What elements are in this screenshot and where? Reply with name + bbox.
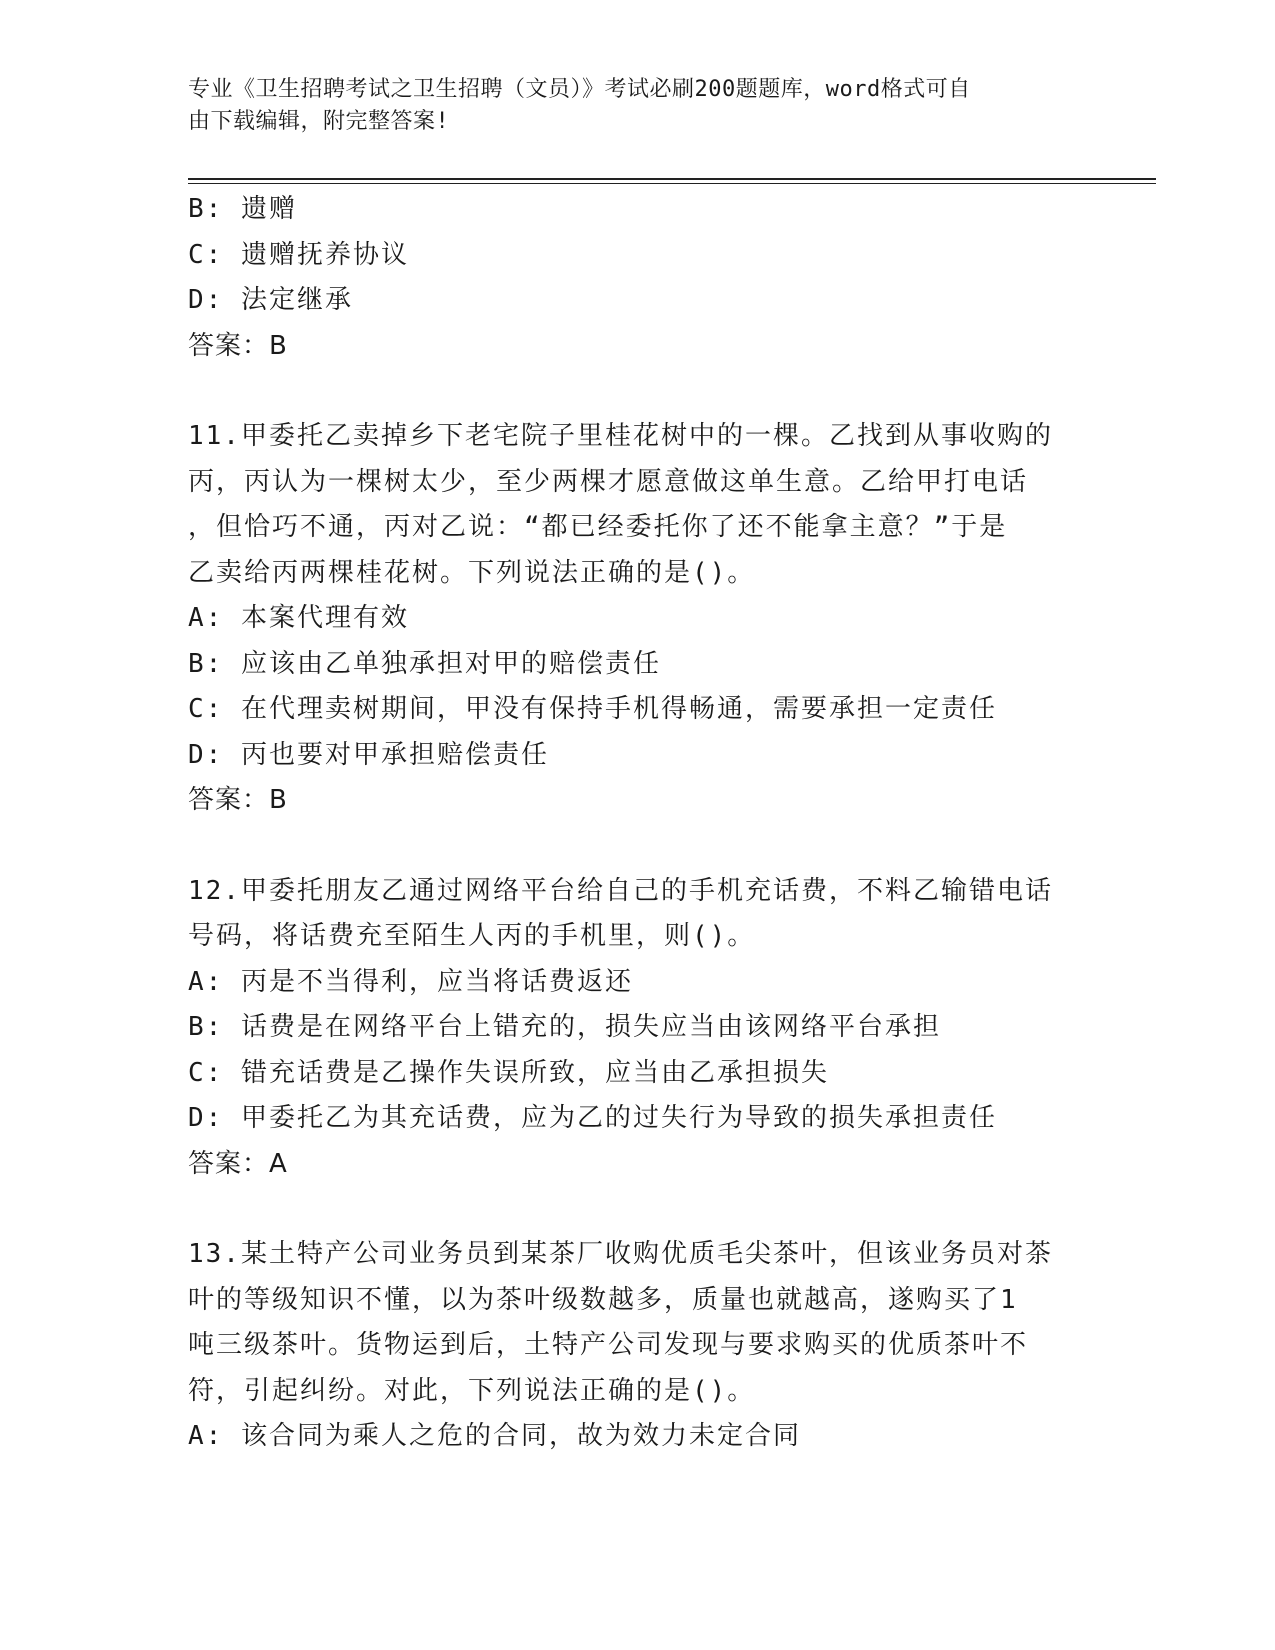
option-d: D: 丙也要对甲承担赔偿责任	[188, 739, 549, 770]
question-stem-line: 符，引起纠纷。对此，下列说法正确的是()。	[188, 1375, 756, 1406]
document-header	[188, 74, 1088, 138]
option-a: A: 本案代理有效	[188, 603, 409, 633]
question-block-11	[188, 414, 1088, 824]
option-c: C: 在代理卖树期间，甲没有保持手机得畅通，需要承担一定责任	[188, 694, 997, 724]
question-stem-line: 吨三级茶叶。货物运到后，土特产公司发现与要求购买的优质茶叶不	[188, 1330, 1029, 1360]
option-d: D: 法定继承	[188, 285, 353, 315]
answer-line: 答案：B	[188, 785, 288, 815]
header-divider-thick	[188, 178, 1156, 180]
header-line-2: 由下载编辑，附完整答案!	[188, 109, 450, 134]
question-spacer	[188, 824, 1088, 869]
option-d: D: 甲委托乙为其充话费，应为乙的过失行为导致的损失承担责任	[188, 1103, 997, 1133]
option-a: A: 丙是不当得利，应当将话费返还	[188, 966, 633, 997]
header-divider-thin	[188, 183, 1156, 184]
option-b: B: 遗赠	[188, 194, 297, 224]
question-spacer	[188, 1187, 1088, 1232]
document-body	[188, 187, 1088, 1460]
question-stem-line: 叶的等级知识不懂，以为茶叶级数越多，质量也就越高，遂购买了1	[188, 1284, 1018, 1315]
option-a: A: 该合同为乘人之危的合同，故为效力未定合同	[188, 1421, 801, 1451]
option-b: B: 应该由乙单独承担对甲的赔偿责任	[188, 648, 661, 679]
question-block-12	[188, 869, 1088, 1188]
question-spacer	[188, 369, 1088, 414]
question-stem-line: 12.甲委托朋友乙通过网络平台给自己的手机充话费，不料乙输错电话	[188, 875, 1053, 906]
question-stem-line: 13.某土特产公司业务员到某茶厂收购优质毛尖茶叶，但该业务员对茶	[188, 1239, 1053, 1269]
question-stem-line: ，但恰巧不通，丙对乙说：“都已经委托你了还不能拿主意？”于是	[188, 512, 1008, 542]
question-stem-line: 乙卖给丙两棵桂花树。下列说法正确的是()。	[188, 557, 756, 588]
question-stem-line: 11.甲委托乙卖掉乡下老宅院子里桂花树中的一棵。乙找到从事收购的	[188, 421, 1053, 451]
question-block-13	[188, 1232, 1088, 1460]
option-c: C: 遗赠抚养协议	[188, 239, 409, 270]
option-c: C: 错充话费是乙操作失误所致，应当由乙承担损失	[188, 1057, 829, 1088]
question-stem-line: 号码，将话费充至陌生人丙的手机里，则()。	[188, 921, 756, 951]
option-b: B: 话费是在网络平台上错充的，损失应当由该网络平台承担	[188, 1012, 941, 1042]
header-line-1: 专业《卫生招聘考试之卫生招聘（文员）》考试必刷200题题库，word格式可自	[188, 77, 971, 102]
answer-line: 答案：B	[188, 330, 288, 361]
question-block-10	[188, 187, 1088, 369]
question-stem-line: 丙，丙认为一棵树太少，至少两棵才愿意做这单生意。乙给甲打电话	[188, 466, 1029, 497]
answer-line: 答案：A	[188, 1148, 288, 1179]
